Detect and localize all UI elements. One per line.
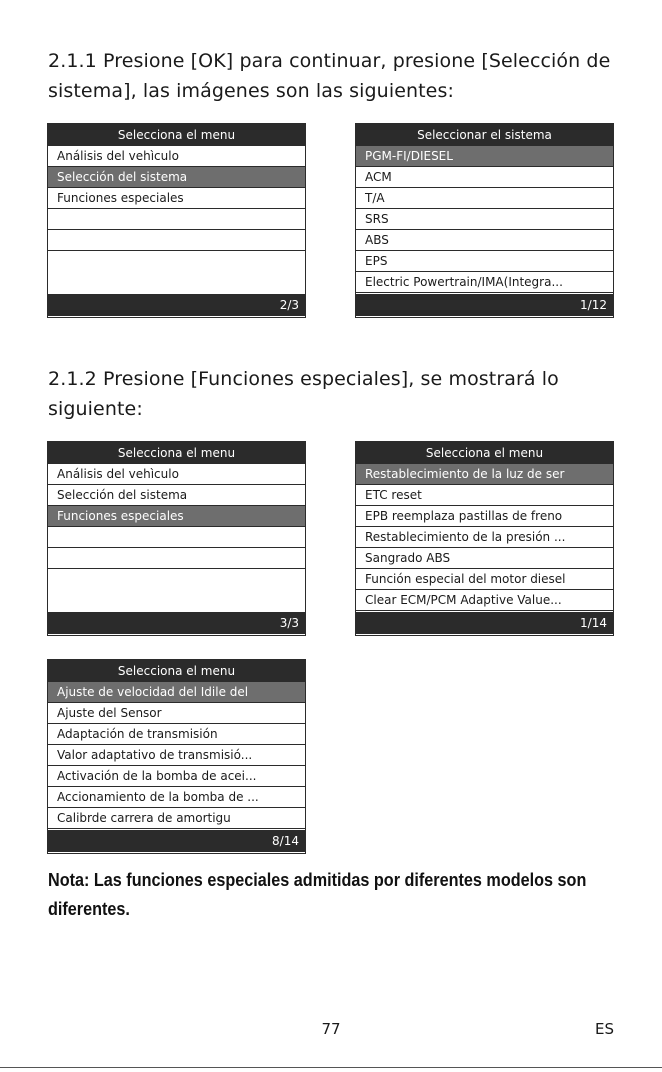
menu-item-selected[interactable]: Funciones especiales <box>48 506 305 527</box>
menu-item[interactable]: Análisis del vehìculo <box>48 146 305 167</box>
note-line: Nota: Las funciones especiales admitidas por diferentes modelos son <box>48 870 587 890</box>
function-item[interactable]: Función especial del motor diesel <box>356 569 613 590</box>
menu-list <box>48 146 305 294</box>
function-item-selected[interactable]: Ajuste de velocidad del Idile del <box>48 682 305 703</box>
menu-item[interactable]: Análisis del vehìculo <box>48 464 305 485</box>
device-screen-system-select <box>355 123 614 318</box>
menu-item-empty <box>48 527 305 548</box>
page-number: 77 <box>321 1020 341 1038</box>
menu-item-empty <box>48 548 305 569</box>
menu-item-empty <box>48 209 305 230</box>
system-item[interactable]: ABS <box>356 230 613 251</box>
function-item[interactable]: EPB reemplaza pastillas de freno <box>356 506 613 527</box>
system-list <box>356 146 613 294</box>
function-item[interactable]: Activación de la bomba de acei... <box>48 766 305 787</box>
screen-title: Selecciona el menu <box>356 442 613 464</box>
menu-list <box>48 464 305 612</box>
section-heading-2-1-1 <box>48 46 610 106</box>
heading-line: siguiente: <box>48 398 143 420</box>
function-item[interactable]: Adaptación de transmisión <box>48 724 305 745</box>
page-indicator: 2/3 <box>48 294 305 316</box>
function-item[interactable]: Restablecimiento de la presión ... <box>356 527 613 548</box>
menu-item-empty <box>48 230 305 251</box>
system-item-selected[interactable]: PGM-FI/DIESEL <box>356 146 613 167</box>
function-item[interactable]: Sangrado ABS <box>356 548 613 569</box>
note-paragraph <box>48 866 587 924</box>
device-screen-main-menu <box>47 123 306 318</box>
screen-title: Seleccionar el sistema <box>356 124 613 146</box>
menu-item[interactable]: Selección del sistema <box>48 485 305 506</box>
system-item[interactable]: T/A <box>356 188 613 209</box>
page-indicator: 1/12 <box>356 294 613 316</box>
page-indicator: 8/14 <box>48 830 305 852</box>
section-heading-2-1-2 <box>48 364 559 424</box>
function-item-selected[interactable]: Restablecimiento de la luz de ser <box>356 464 613 485</box>
device-screen-main-menu-special <box>47 441 306 636</box>
menu-item-selected[interactable]: Selección del sistema <box>48 167 305 188</box>
heading-line: 2.1.2 Presione [Funciones especiales], se mostrará lo <box>48 368 559 390</box>
device-screen-special-functions <box>355 441 614 636</box>
page-indicator: 3/3 <box>48 612 305 634</box>
function-list <box>48 682 305 830</box>
page-indicator: 1/14 <box>356 612 613 634</box>
screen-title: Selecciona el menu <box>48 442 305 464</box>
note-line: diferentes. <box>48 899 130 919</box>
function-item[interactable]: Clear ECM/PCM Adaptive Value... <box>356 590 613 611</box>
function-list <box>356 464 613 612</box>
heading-line: 2.1.1 Presione [OK] para continuar, presione [Selección de <box>48 50 611 72</box>
function-item[interactable]: Ajuste del Sensor <box>48 703 305 724</box>
menu-item[interactable]: Funciones especiales <box>48 188 305 209</box>
screen-title: Selecciona el menu <box>48 124 305 146</box>
bottom-divider <box>0 1067 662 1068</box>
system-item[interactable]: Electric Powertrain/IMA(Integra... <box>356 272 613 293</box>
heading-line: sistema], las imágenes son las siguientes: <box>48 80 454 102</box>
function-item[interactable]: Accionamiento de la bomba de ... <box>48 787 305 808</box>
language-code: ES <box>595 1020 614 1038</box>
function-item[interactable]: Calibrde carrera de amortigu <box>48 808 305 829</box>
function-item[interactable]: ETC reset <box>356 485 613 506</box>
function-item[interactable]: Valor adaptativo de transmisió... <box>48 745 305 766</box>
screen-title: Selecciona el menu <box>48 660 305 682</box>
system-item[interactable]: ACM <box>356 167 613 188</box>
device-screen-special-functions-page-8 <box>47 659 306 854</box>
system-item[interactable]: SRS <box>356 209 613 230</box>
system-item[interactable]: EPS <box>356 251 613 272</box>
